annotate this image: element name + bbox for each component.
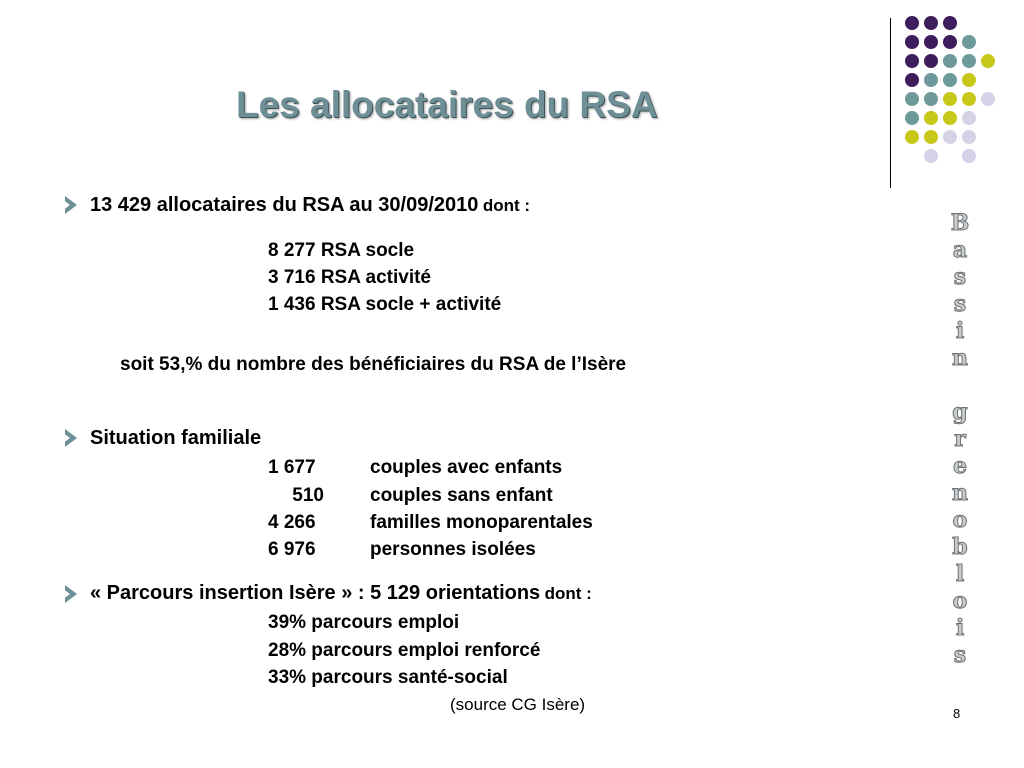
situation-count: 6 976 xyxy=(268,539,316,560)
decorative-dot xyxy=(943,35,957,49)
parcours-dont: dont : xyxy=(544,584,592,603)
watermark-letter: n xyxy=(952,345,968,371)
decorative-dot xyxy=(905,111,919,125)
situation-count: 4 266 xyxy=(268,512,316,533)
watermark-letter: l xyxy=(955,561,965,587)
bullet-arrow-icon xyxy=(65,585,77,603)
allocataires-item: 8 277 RSA socle xyxy=(268,240,415,261)
watermark-letter: s xyxy=(953,264,967,290)
allocataires-summary: soit 53,% du nombre des bénéficiaires du RSA de l’Isère xyxy=(120,354,627,375)
decorative-dot xyxy=(962,130,976,144)
allocataires-item: 1 436 RSA socle + activité xyxy=(268,294,502,315)
watermark-letter: o xyxy=(952,588,968,614)
decorative-dot xyxy=(943,130,957,144)
parcours-heading xyxy=(90,582,592,605)
decorative-dot xyxy=(962,149,976,163)
decorative-dot xyxy=(924,54,938,68)
decorative-dot xyxy=(905,35,919,49)
parcours-item: 39% parcours emploi xyxy=(268,612,460,633)
decorative-dot xyxy=(905,92,919,106)
watermark-letter: s xyxy=(953,291,967,317)
watermark-letter: n xyxy=(952,480,968,506)
decorative-dot xyxy=(962,73,976,87)
watermark-letter: o xyxy=(952,507,968,533)
bullet-arrow-icon xyxy=(65,196,77,214)
situation-count: 510 xyxy=(292,485,324,506)
watermark-letter xyxy=(930,372,990,399)
decorative-dot xyxy=(924,73,938,87)
situation-count: 1 677 xyxy=(268,457,316,478)
situation-label: personnes isolées xyxy=(370,539,536,560)
watermark-letter: B xyxy=(950,210,970,236)
decorative-dot xyxy=(924,35,938,49)
decorative-dot xyxy=(905,130,919,144)
situation-row xyxy=(268,485,553,507)
parcours-heading-text: « Parcours insertion Isère » : 5 129 orientations xyxy=(90,582,541,604)
situation-row xyxy=(268,512,593,534)
situation-heading: Situation familiale xyxy=(90,427,262,449)
allocataires-heading xyxy=(90,194,530,217)
watermark-letter: s xyxy=(953,642,967,668)
decorative-dot xyxy=(943,73,957,87)
decorative-dot xyxy=(905,54,919,68)
allocataires-heading-text: 13 429 allocataires du RSA au 30/09/2010 xyxy=(90,194,479,216)
decorative-dot-grid xyxy=(900,8,1010,168)
situation-label: couples avec enfants xyxy=(370,457,563,478)
allocataires-dont: dont : xyxy=(482,196,531,215)
watermark-letter: a xyxy=(952,237,968,263)
decorative-dot xyxy=(905,73,919,87)
watermark-letter: i xyxy=(955,615,965,641)
decorative-dot xyxy=(943,16,957,30)
situation-row xyxy=(268,539,536,561)
parcours-item: 33% parcours santé-social xyxy=(268,667,508,688)
decorative-dot xyxy=(924,16,938,30)
watermark-letter: i xyxy=(955,318,965,344)
decorative-dot xyxy=(943,92,957,106)
watermark-letter: g xyxy=(952,399,968,425)
decorative-dot xyxy=(981,92,995,106)
decorative-dot xyxy=(924,92,938,106)
decorative-dot xyxy=(924,130,938,144)
decorative-dot xyxy=(981,54,995,68)
decorative-dot xyxy=(962,92,976,106)
watermark-letter: b xyxy=(952,534,968,560)
decorative-dot xyxy=(924,149,938,163)
allocataires-item: 3 716 RSA activité xyxy=(268,267,431,288)
decorative-dot xyxy=(962,54,976,68)
vertical-watermark-text xyxy=(930,210,990,669)
decorative-dot xyxy=(943,111,957,125)
decorative-dot xyxy=(943,54,957,68)
watermark-letter: r xyxy=(954,426,966,452)
decorative-dot xyxy=(962,35,976,49)
parcours-item: 28% parcours emploi renforcé xyxy=(268,640,541,661)
slide-title: Les allocataires du RSA xyxy=(236,84,658,125)
situation-row xyxy=(268,457,562,479)
page-number: 8 xyxy=(953,706,961,721)
bullet-arrow-icon xyxy=(65,429,77,447)
decorative-dot xyxy=(962,111,976,125)
vertical-divider-line xyxy=(890,18,891,188)
decorative-dot xyxy=(905,16,919,30)
source-note: (source CG Isère) xyxy=(450,695,586,714)
watermark-letter: e xyxy=(953,453,967,479)
decorative-dot xyxy=(924,111,938,125)
situation-label: couples sans enfant xyxy=(370,485,553,506)
situation-label: familles monoparentales xyxy=(370,512,593,533)
